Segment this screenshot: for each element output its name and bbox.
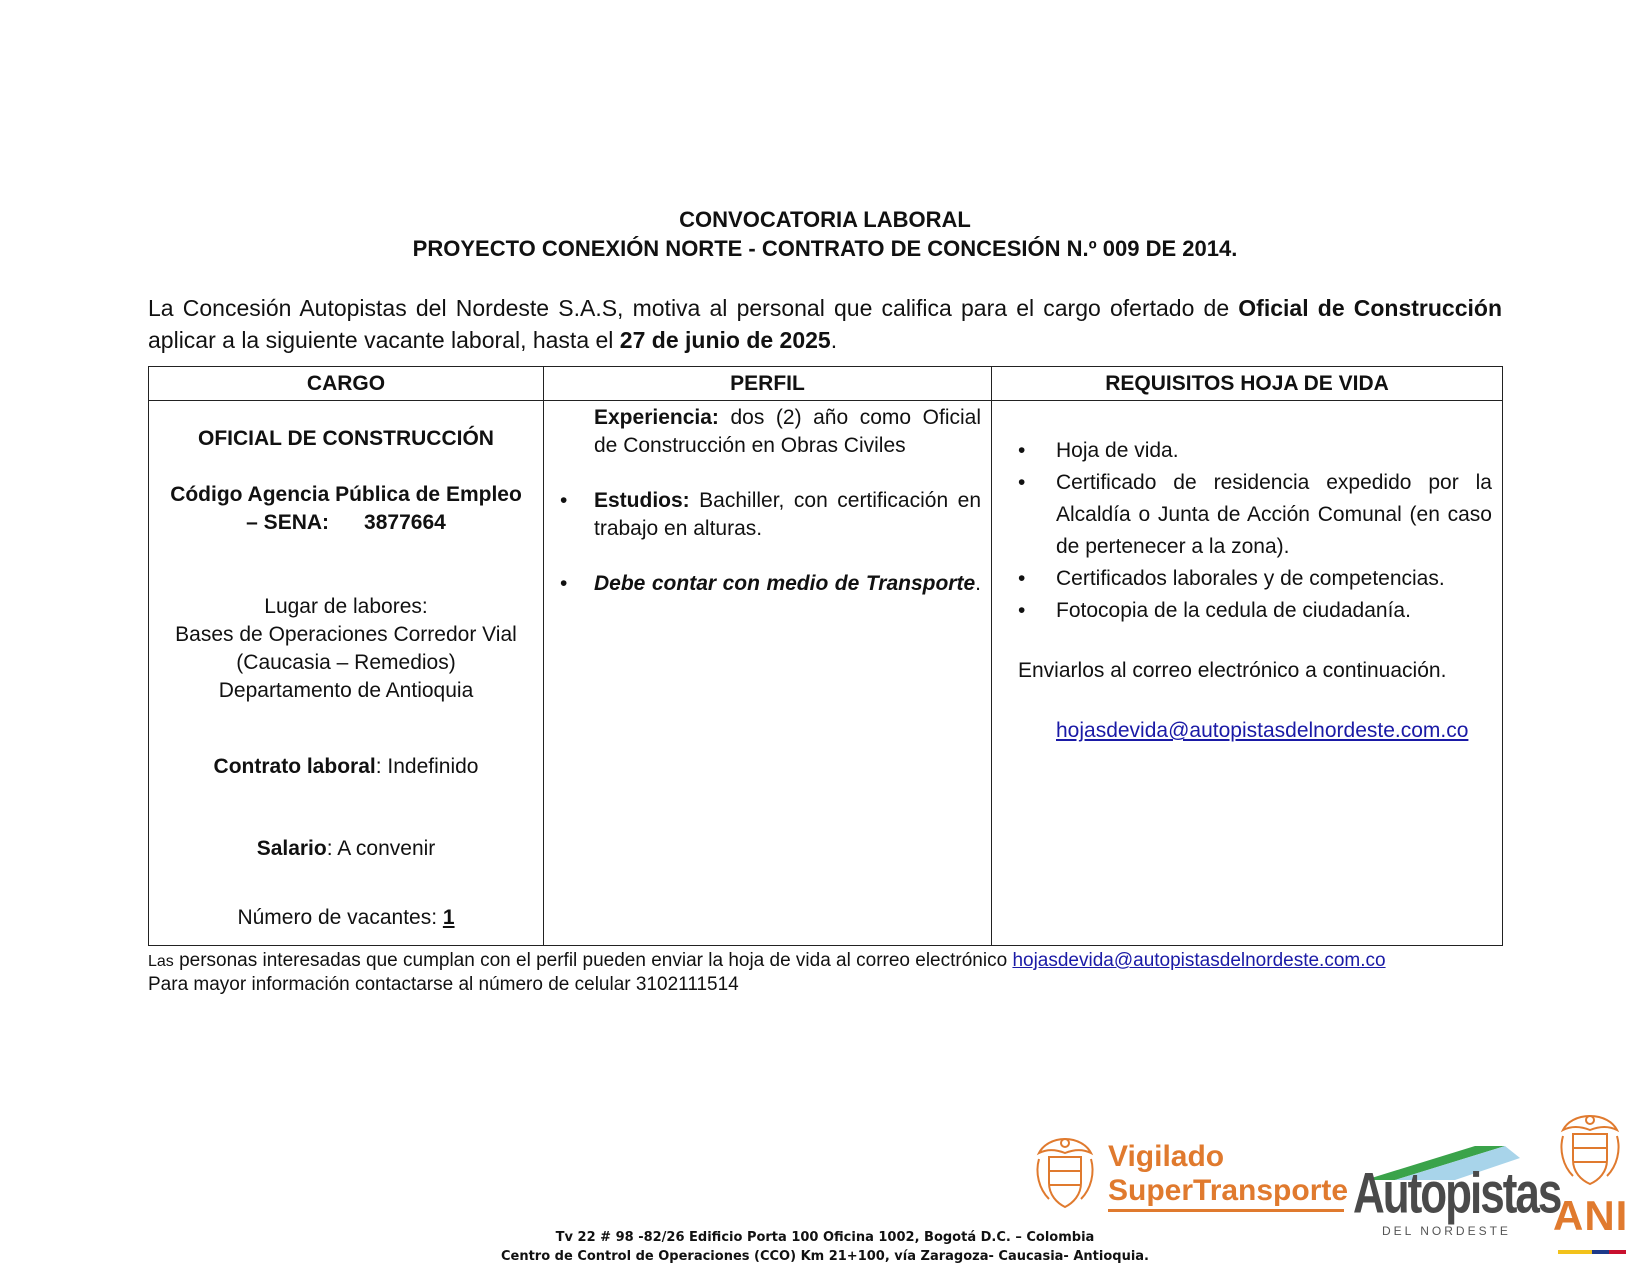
address-line-1: Tv 22 # 98 -82/26 Edificio Porta 100 Oficina 1002, Bogotá D.C. – Colombia (555, 1230, 1095, 1245)
ani-logo: ANI (1553, 1192, 1629, 1239)
perfil-estudios: • Estudios: Bachiller, con certificación en trabajo en alturas. (560, 489, 981, 540)
vacancy-table (148, 366, 1503, 946)
cargo-cell (149, 401, 544, 946)
lugar-line-3: Departamento de Antioquia (218, 679, 474, 702)
list-item: • Certificado de residencia expedido por la Alcaldía o Junta de Acción Comunal (en caso de pertenecer a la zona). (1018, 471, 1492, 558)
intro-paragraph: La Concesión Autopistas del Nordeste S.A.S, motiva al personal que califica para el cargo ofertado de Oficial de Construcción aplicar a la siguiente vacante laboral, hasta el 27 de junio de 2025. (148, 295, 1503, 353)
colombia-shield-icon (1033, 1133, 1097, 1213)
address-line-2: Centro de Control de Operaciones (CCO) Km 21+100, vía Zaragoza- Caucasia- Antioquia. (500, 1249, 1149, 1264)
list-item: • Certificados laborales y de competencias. (1018, 567, 1445, 590)
supertransporte-logo: Vigilado SuperTransporte (1108, 1140, 1348, 1212)
sena-code: Código Agencia Pública de Empleo – SENA: 3877664 (170, 483, 522, 534)
list-item: • Fotocopia de la cedula de ciudadanía. (1018, 599, 1411, 622)
perfil-transporte: • Debe contar con medio de Transporte. (560, 572, 981, 595)
ani-shield-icon (1555, 1110, 1625, 1190)
lugar-label: Lugar de labores: (264, 595, 428, 618)
header-perfil: PERFIL (544, 367, 992, 401)
perfil-cell (544, 401, 992, 946)
footer-email-link[interactable]: hojasdevida@autopistasdelnordeste.com.co (1012, 950, 1386, 971)
enviar-text: Enviarlos al correo electrónico a continuación. (1018, 659, 1447, 682)
requisitos-cell (992, 401, 1503, 946)
lugar-line-1: Bases de Operaciones Corredor Vial (175, 623, 517, 646)
vacantes: Número de vacantes: 1 (237, 906, 455, 929)
footer-note: Las personas interesadas que cumplan con el perfil pueden enviar la hoja de vida al correo electrónico hojasdevida@autopistasdelnordeste.com.co (148, 950, 1386, 971)
document-subtitle: PROYECTO CONEXIÓN NORTE - CONTRATO DE CONCESIÓN N.º 009 DE 2014. (412, 236, 1238, 261)
autopistas-sub: DEL NORDESTE (1382, 1224, 1511, 1238)
perfil-experiencia: Experiencia: dos (2) año como Oficial de Construcción en Obras Civiles (594, 406, 981, 457)
document-title: CONVOCATORIA LABORAL (679, 207, 971, 232)
list-item: • Hoja de vida. (1018, 439, 1179, 462)
footer-phone: Para mayor información contactarse al número de celular 3102111514 (148, 974, 739, 995)
lugar-line-2: (Caucasia – Remedios) (236, 651, 456, 674)
autopistas-logo: Autopistas (1353, 1162, 1561, 1226)
intro-deadline: 27 de junio de 2025 (619, 327, 831, 353)
header-cargo: CARGO (149, 367, 544, 401)
requisitos-list (1018, 435, 1492, 627)
requisitos-email-link[interactable]: hojasdevida@autopistasdelnordeste.com.co (1056, 719, 1469, 742)
contrato: Contrato laboral: Indefinido (213, 755, 479, 778)
cargo-name: OFICIAL DE CONSTRUCCIÓN (198, 427, 494, 450)
salario: Salario: A convenir (256, 837, 436, 860)
intro-cargo: Oficial de Construcción (1238, 295, 1503, 321)
header-requisitos: REQUISITOS HOJA DE VIDA (992, 367, 1503, 401)
